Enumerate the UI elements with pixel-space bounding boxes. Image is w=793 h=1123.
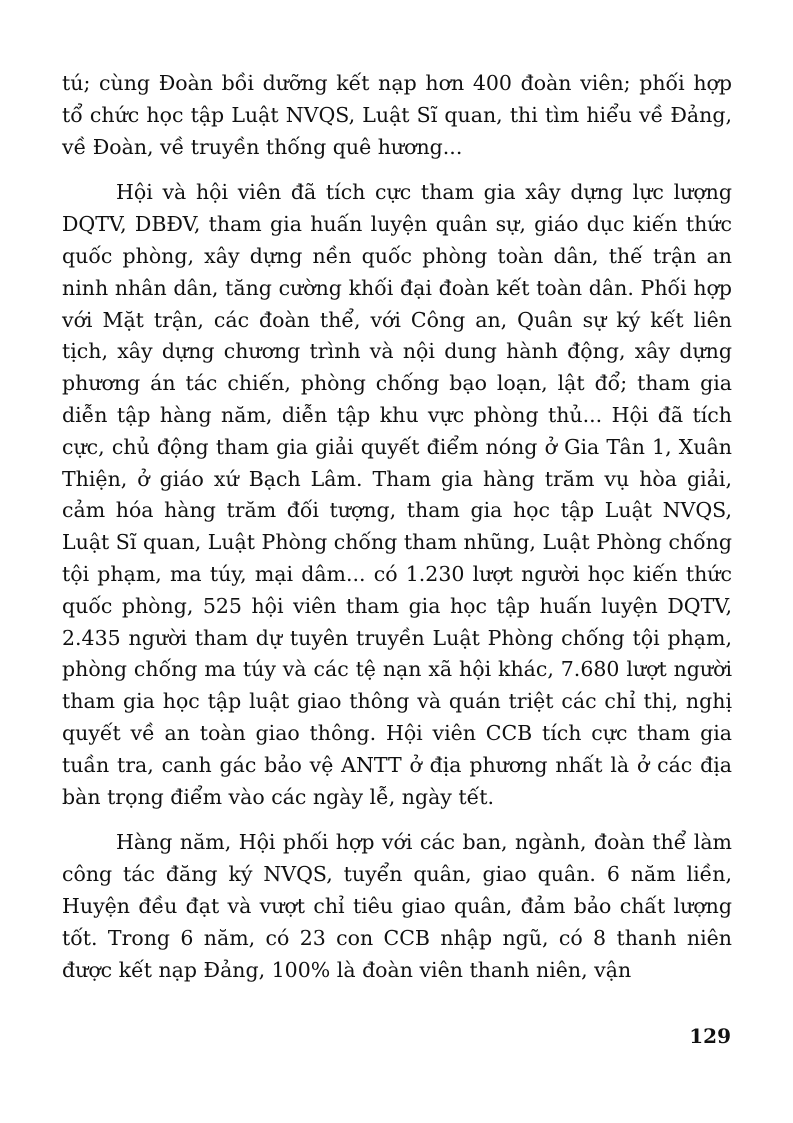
body-text	[62, 68, 732, 986]
paragraph-continuation: tú; cùng Đoàn bồi dưỡng kết nạp hơn 400 đoàn viên; phối hợp tổ chức học tập Luật NVQS, Luật Sĩ quan, thi tìm hiểu về Đảng, về Đoàn, về truyền thống quê hương...	[62, 71, 732, 159]
page-number: 129	[689, 1024, 731, 1048]
paragraph-military-recruitment: Hàng năm, Hội phối hợp với các ban, ngành, đoàn thể làm công tác đăng ký NVQS, tuyển quân, giao quân. 6 năm liền, Huyện đều đạt và vượt chỉ tiêu giao quân, đảm bảo chất lượng tốt. Trong 6 năm, có 23 con CCB nhập ngũ, có 8 thanh niên được kết nạp Đảng, 100% là đoàn viên thanh niên, vận	[62, 830, 732, 982]
paragraph-militia-participation: Hội và hội viên đã tích cực tham gia xây dựng lực lượng DQTV, DBĐV, tham gia huấn luyện quân sự, giáo dục kiến thức quốc phòng, xây dựng nền quốc phòng toàn dân, thế trận an ninh nhân dân, tăng cường khối đại đoàn kết toàn dân. Phối hợp với Mặt trận, các đoàn thể, với Công an, Quân sự ký kết liên tịch, xây dựng chương trình và nội dung hành động, xây dựng phương án tác chiến, phòng chống bạo loạn, lật đổ; tham gia diễn tập hàng năm, diễn tập khu vực phòng thủ... Hội đã tích cực, chủ động tham gia giải quyết điểm nóng ở Gia Tân 1, Xuân Thiện, ở giáo xứ Bạch Lâm. Tham gia hàng trăm vụ hòa giải, cảm hóa hàng trăm đối tượng, tham gia học tập Luật NVQS, Luật Sĩ quan, Luật Phòng chống tham nhũng, Luật Phòng chống tội phạm, ma túy, mại dâm... có 1.230 lượt người học kiến thức quốc phòng, 525 hội viên tham gia học tập huấn luyện DQTV, 2.435 người tham dự tuyên truyền Luật Phòng chống tội phạm, phòng chống ma túy và các tệ nạn xã hội khác, 7.680 lượt người tham gia học tập luật giao thông và quán triệt các chỉ thị, nghị quyết về an toàn giao thông. Hội viên CCB tích cực tham gia tuần tra, canh gác bảo vệ ANTT ở địa phương nhất là ở các địa bàn trọng điểm vào các ngày lễ, ngày tết.	[62, 180, 732, 809]
